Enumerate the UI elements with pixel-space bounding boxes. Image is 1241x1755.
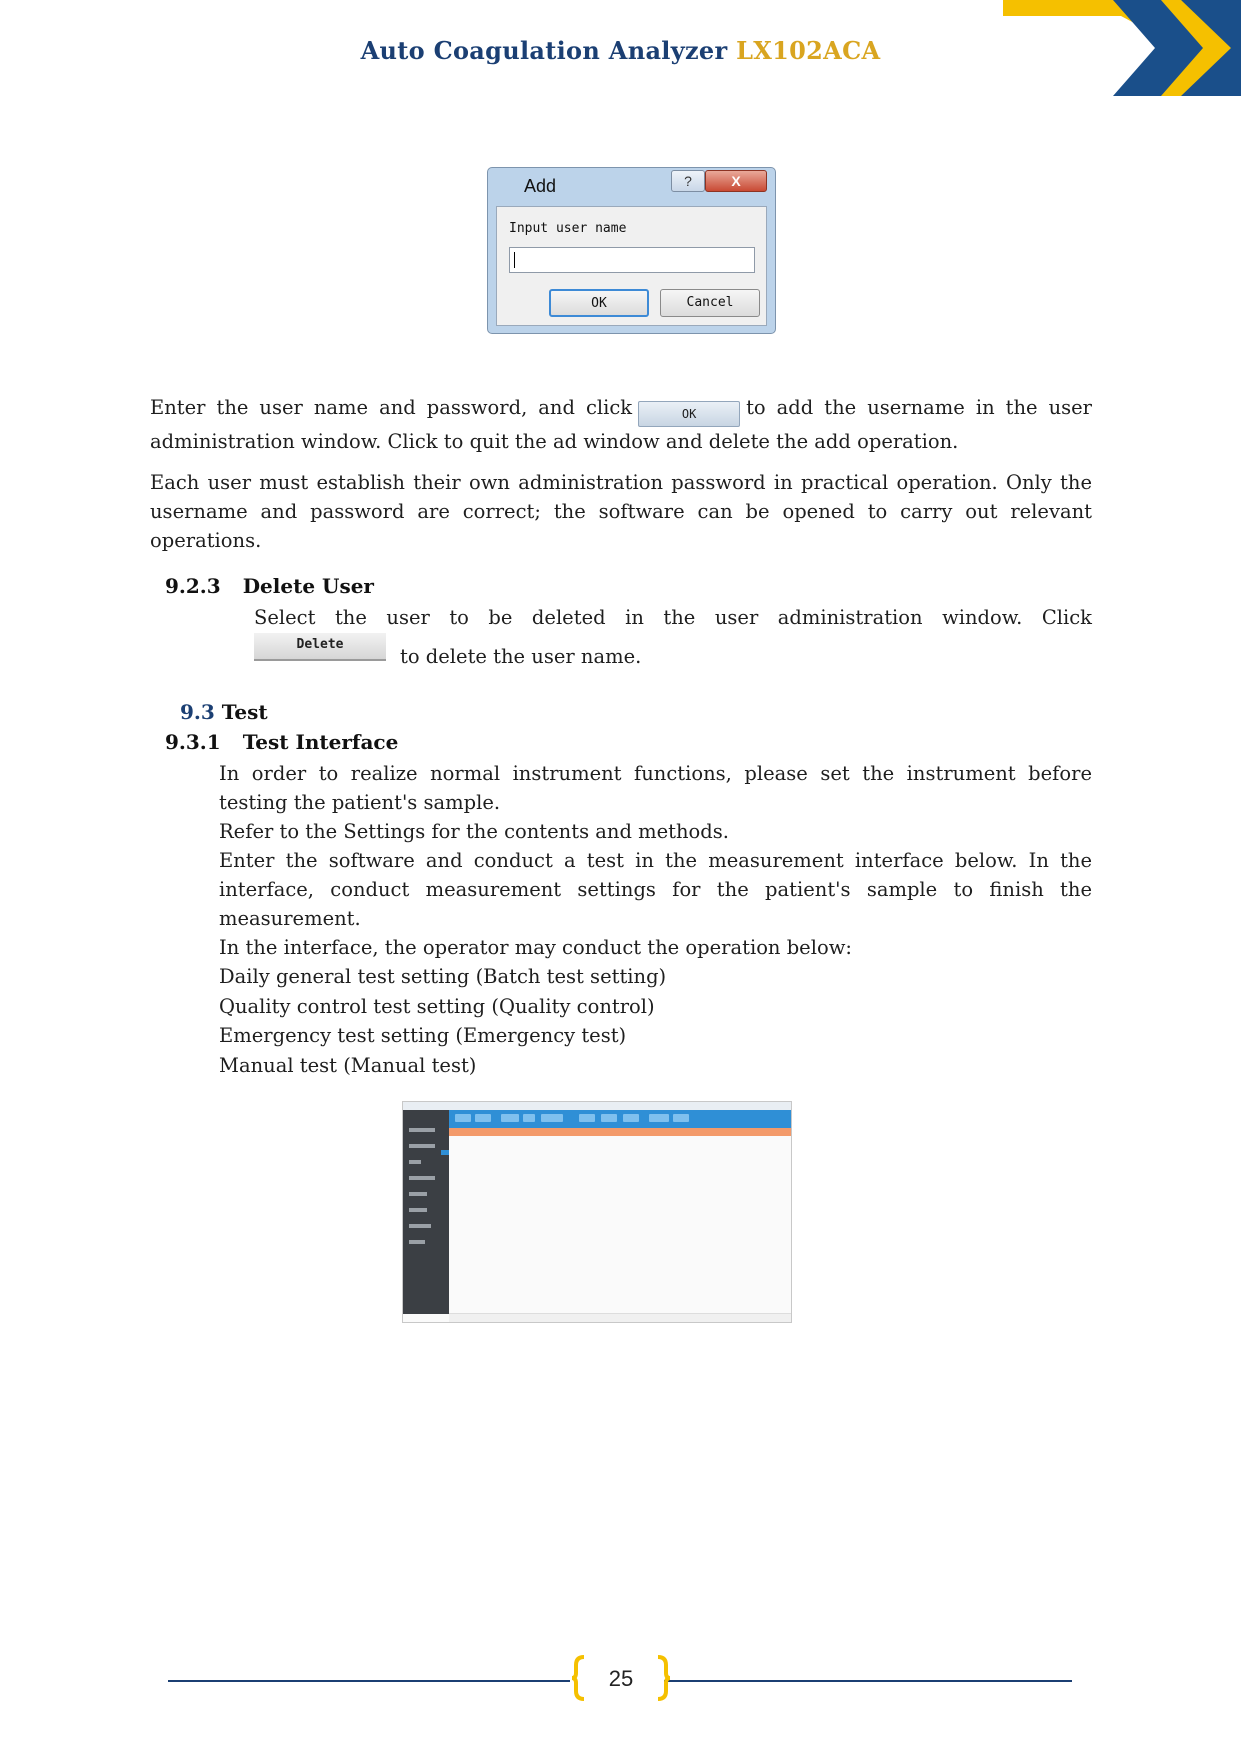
toolbar-button xyxy=(501,1114,519,1122)
section-number: 9.2.3 xyxy=(165,574,221,598)
paragraph-password: Each user must establish their own administration password in practical operation. Only the username and password are correct; the software can be opened to carry out relevant operations. xyxy=(150,471,1092,552)
section-title: Test xyxy=(221,700,268,724)
left-brace-decoration xyxy=(570,1655,586,1701)
list-item: Emergency test setting (Emergency test) xyxy=(219,1024,627,1047)
section-heading-9-3 xyxy=(180,700,268,724)
list-item: Quality control test setting (Quality control) xyxy=(219,995,655,1018)
inline-delete-button: Delete xyxy=(254,633,386,661)
sidebar-active-indicator xyxy=(441,1150,449,1155)
sidebar-item xyxy=(409,1240,425,1244)
toolbar-button xyxy=(541,1114,563,1122)
close-button[interactable]: X xyxy=(705,170,767,192)
text-caret xyxy=(514,252,515,268)
toolbar-button xyxy=(623,1114,639,1122)
toolbar-button xyxy=(673,1114,689,1122)
section-number: 9.3.1 xyxy=(165,730,221,754)
toolbar-button xyxy=(523,1114,535,1122)
toolbar-button xyxy=(455,1114,471,1122)
right-brace-decoration xyxy=(656,1655,672,1701)
measurement-interface-screenshot xyxy=(402,1101,792,1323)
help-button[interactable]: ? xyxy=(671,170,705,192)
toolbar-button xyxy=(579,1114,595,1122)
app-toolbar xyxy=(449,1110,791,1128)
section-title: Delete User xyxy=(242,574,374,598)
ok-button[interactable]: OK xyxy=(549,289,649,317)
footer-rule-right xyxy=(664,1680,1072,1682)
add-user-dialog xyxy=(487,167,776,334)
list-item: Daily general test setting (Batch test setting) xyxy=(219,965,667,988)
footer-rule-left xyxy=(168,1680,570,1682)
paragraph-delete-user-end: to delete the user name. xyxy=(400,645,642,668)
paragraph-add-user xyxy=(150,393,1092,456)
sidebar-item xyxy=(409,1176,435,1180)
sidebar-item xyxy=(409,1144,435,1148)
list-item: Manual test (Manual test) xyxy=(219,1054,477,1077)
sidebar-item xyxy=(409,1128,435,1132)
paragraph-text: to add the username in the user administration window. Click to quit the ad window and delete the add operation. xyxy=(150,396,1092,453)
inline-ok-button: OK xyxy=(638,401,740,427)
paragraph-text: Enter the user name and password, and click xyxy=(150,396,633,419)
header-corner-decoration xyxy=(741,0,1241,96)
sidebar-item xyxy=(409,1160,421,1164)
test-interface-paragraph-1: In order to realize normal instrument functions, please set the instrument before testing the patient's sample. xyxy=(219,762,1092,814)
section-title: Test Interface xyxy=(242,730,399,754)
header-model: LX102ACA xyxy=(736,36,881,65)
paragraph-delete-user: Select the user to be deleted in the user administration window. Click xyxy=(254,606,1092,629)
test-interface-paragraph-4: In the interface, the operator may conduct the operation below: xyxy=(219,936,852,959)
user-name-input[interactable] xyxy=(509,247,755,273)
sidebar-item xyxy=(409,1192,427,1196)
toolbar-button xyxy=(475,1114,491,1122)
test-interface-paragraph-3: Enter the software and conduct a test in the measurement interface below. In the interface, conduct measurement settings for the patient's sample to finish the measurement. xyxy=(219,849,1092,930)
dialog-body xyxy=(496,206,767,326)
app-table-header xyxy=(449,1128,791,1136)
section-heading-9-3-1 xyxy=(165,730,398,754)
page-number: 25 xyxy=(608,1666,634,1691)
sidebar-item xyxy=(409,1208,427,1212)
input-prompt-label: Input user name xyxy=(509,221,627,236)
header-title: Auto Coagulation Analyzer xyxy=(360,36,728,65)
app-titlebar xyxy=(403,1102,791,1110)
toolbar-button xyxy=(649,1114,669,1122)
app-sidebar xyxy=(403,1110,449,1314)
sidebar-item xyxy=(409,1224,431,1228)
app-statusbar xyxy=(449,1313,791,1322)
test-interface-paragraph-2: Refer to the Settings for the contents and methods. xyxy=(219,820,729,843)
cancel-button[interactable]: Cancel xyxy=(660,289,760,317)
section-number: 9.3 xyxy=(180,700,215,724)
section-heading-9-2-3 xyxy=(165,574,374,598)
dialog-title: Add xyxy=(524,176,557,196)
toolbar-button xyxy=(601,1114,617,1122)
